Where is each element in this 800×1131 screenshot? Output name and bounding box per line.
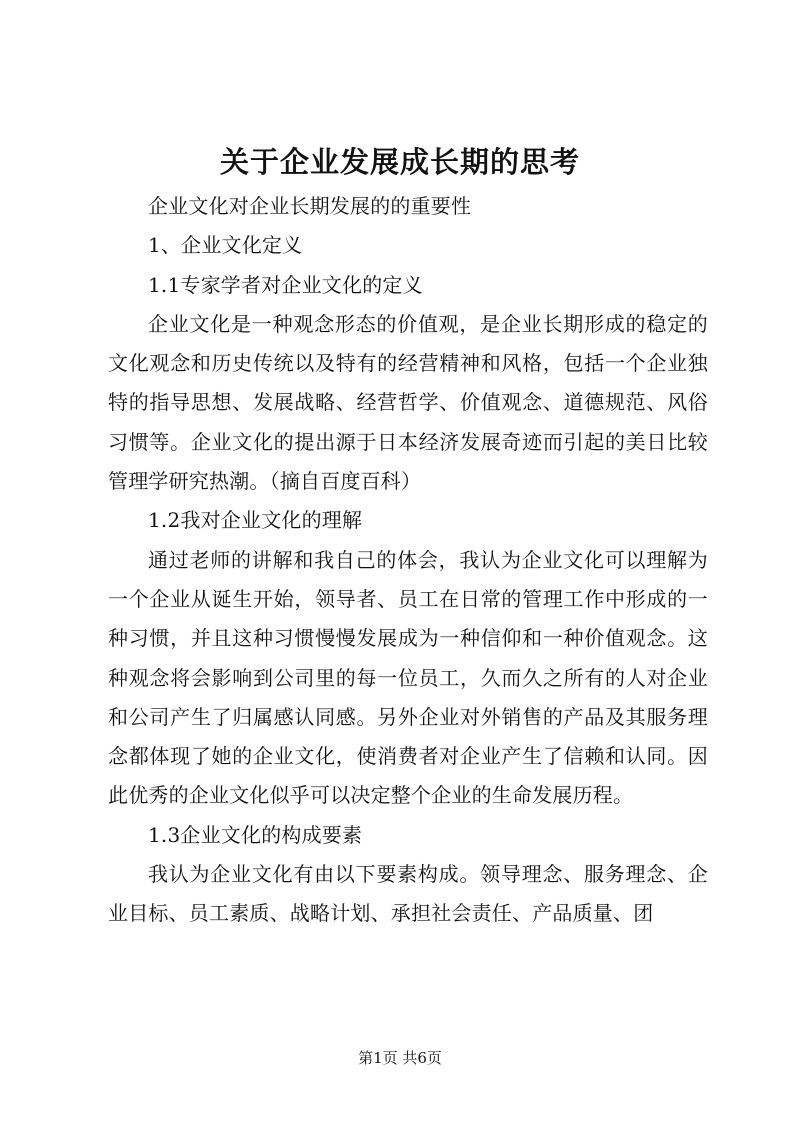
body-paragraph: 企业文化是一种观念形态的价值观，是企业长期形成的稳定的文化观念和历史传统以及特有的经营精神和风格，包括一个企业独特的指导思想、发展战略、经营哲学、价值观念、道德规范、风俗习惯等。企业文化的提出源于日本经济发展奇迹而引起的美日比较管理学研究热潮。（摘自百度百科） xyxy=(108,311,708,494)
document-body xyxy=(108,187,708,934)
subsection-heading: 1、企业文化定义 xyxy=(148,233,303,258)
subsection-heading: 1.2我对企业文化的理解 xyxy=(148,508,363,533)
page-footer: 第1页 共6页 xyxy=(358,1049,442,1067)
body-paragraph: 通过老师的讲解和我自己的体会，我认为企业文化可以理解为一个企业从诞生开始，领导者、员工在日常的管理工作中形成的一种习惯，并且这种习惯慢慢发展成为一种信仰和一种价值观念。这种观念将会影响到公司里的每一位员工，久而久之所有的人对企业和公司产生了归属感认同感。另外企业对外销售的产品及其服务理念都体现了她的企业文化，使消费者对企业产生了信赖和认同。因此优秀的企业文化似乎可以决定整个企业的生命发展历程。 xyxy=(108,547,708,808)
document-title: 关于企业发展成长期的思考 xyxy=(219,145,580,179)
subsection-heading: 1.3企业文化的构成要素 xyxy=(148,822,363,847)
section-heading: 企业文化对企业长期发展的的重要性 xyxy=(148,194,472,218)
body-paragraph: 我认为企业文化有由以下要素构成。领导理念、服务理念、企业目标、员工素质、战略计划、承担社会责任、产品质量、团 xyxy=(108,862,708,926)
subsection-heading: 1.1专家学者对企业文化的定义 xyxy=(148,272,423,297)
